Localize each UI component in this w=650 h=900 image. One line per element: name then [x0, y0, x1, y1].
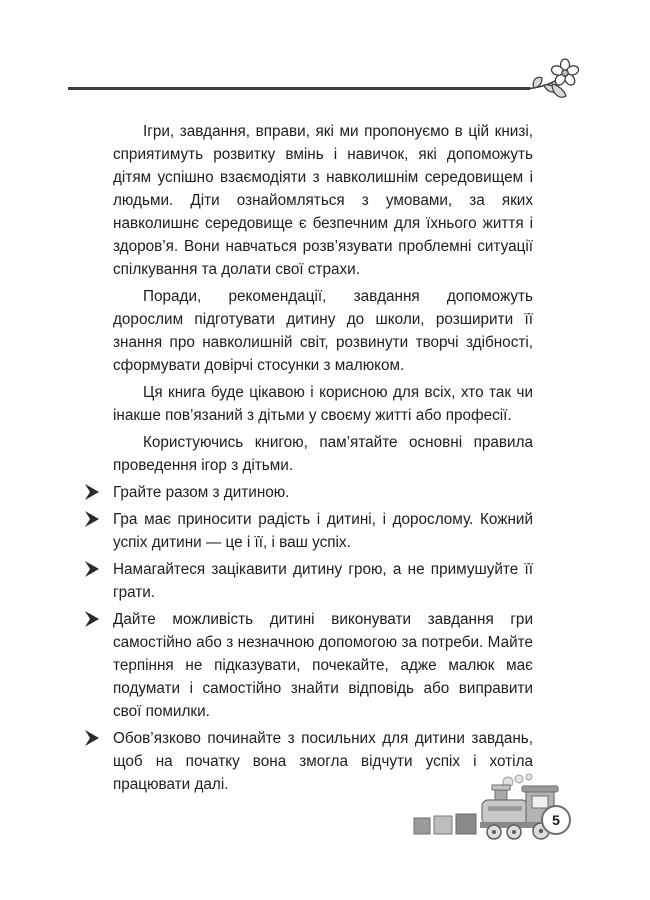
rules-list — [113, 481, 533, 796]
advice-paragraph: Поради, рекомендації, завдання допоможуть дорослим підготувати дитину до школи, розширити її знання про навколишній світ, розвинути творчі здібності, сформувати довірчі стосунки з малюком. — [113, 288, 533, 374]
arrowhead-bullet-icon — [83, 728, 101, 748]
arrowhead-bullet-icon — [83, 482, 101, 502]
intro-paragraph: Ігри, завдання, вправи, які ми пропонуємо в цій книзі, сприятимуть розвитку вмінь і навичок, які допоможуть дітям успішно взаємодіяти з навколишнім середовищем і людьми. Діти ознайомляться з умовами, за яких навколишнє середовище є безпечним для їхнього життя і здоров’я. Вони навчаться розв’язувати проблемні ситуації спілкування та долати свої страхи. — [113, 123, 533, 278]
main-text — [113, 120, 533, 800]
rule-text: Грайте разом з дитиною. — [113, 484, 290, 501]
rule-text: Намагайтеся зацікавити дитину грою, а не примушуйте її грати. — [113, 561, 533, 601]
header-rule — [68, 87, 530, 90]
rule-item — [113, 558, 533, 604]
flower-branch-icon — [522, 58, 584, 104]
rule-item — [113, 608, 533, 723]
rule-item — [113, 481, 533, 504]
rule-text: Гра має приносити радість і дитині, і дорослому. Кожний успіх дитини — це і її, і ваш успіх. — [113, 511, 533, 551]
audience-paragraph: Ця книга буде цікавою і корисною для всіх, хто так чи інакше пов’язаний з дітьми у своєму житті або професії. — [113, 384, 533, 424]
rule-item — [113, 508, 533, 554]
rules-intro-paragraph: Користуючись книгою, пам’ятайте основні правила проведення ігор з дітьми. — [113, 434, 533, 474]
rule-text: Дайте можливість дитині виконувати завдання гри самостійно або з незначною допомогою за потреби. Майте терпіння не підказувати, почекайте, адже малюк має подумати і самостійно знайти відповідь або виправити свої помилки. — [113, 611, 533, 720]
rule-text: Обов’язково починайте з посильних для дитини завдань, щоб на початку вона змогла відчути успіх і хотіла працювати далі. — [113, 730, 533, 793]
arrowhead-bullet-icon — [83, 609, 101, 629]
page-number: 5 — [552, 812, 560, 828]
arrowhead-bullet-icon — [83, 509, 101, 529]
arrowhead-bullet-icon — [83, 559, 101, 579]
